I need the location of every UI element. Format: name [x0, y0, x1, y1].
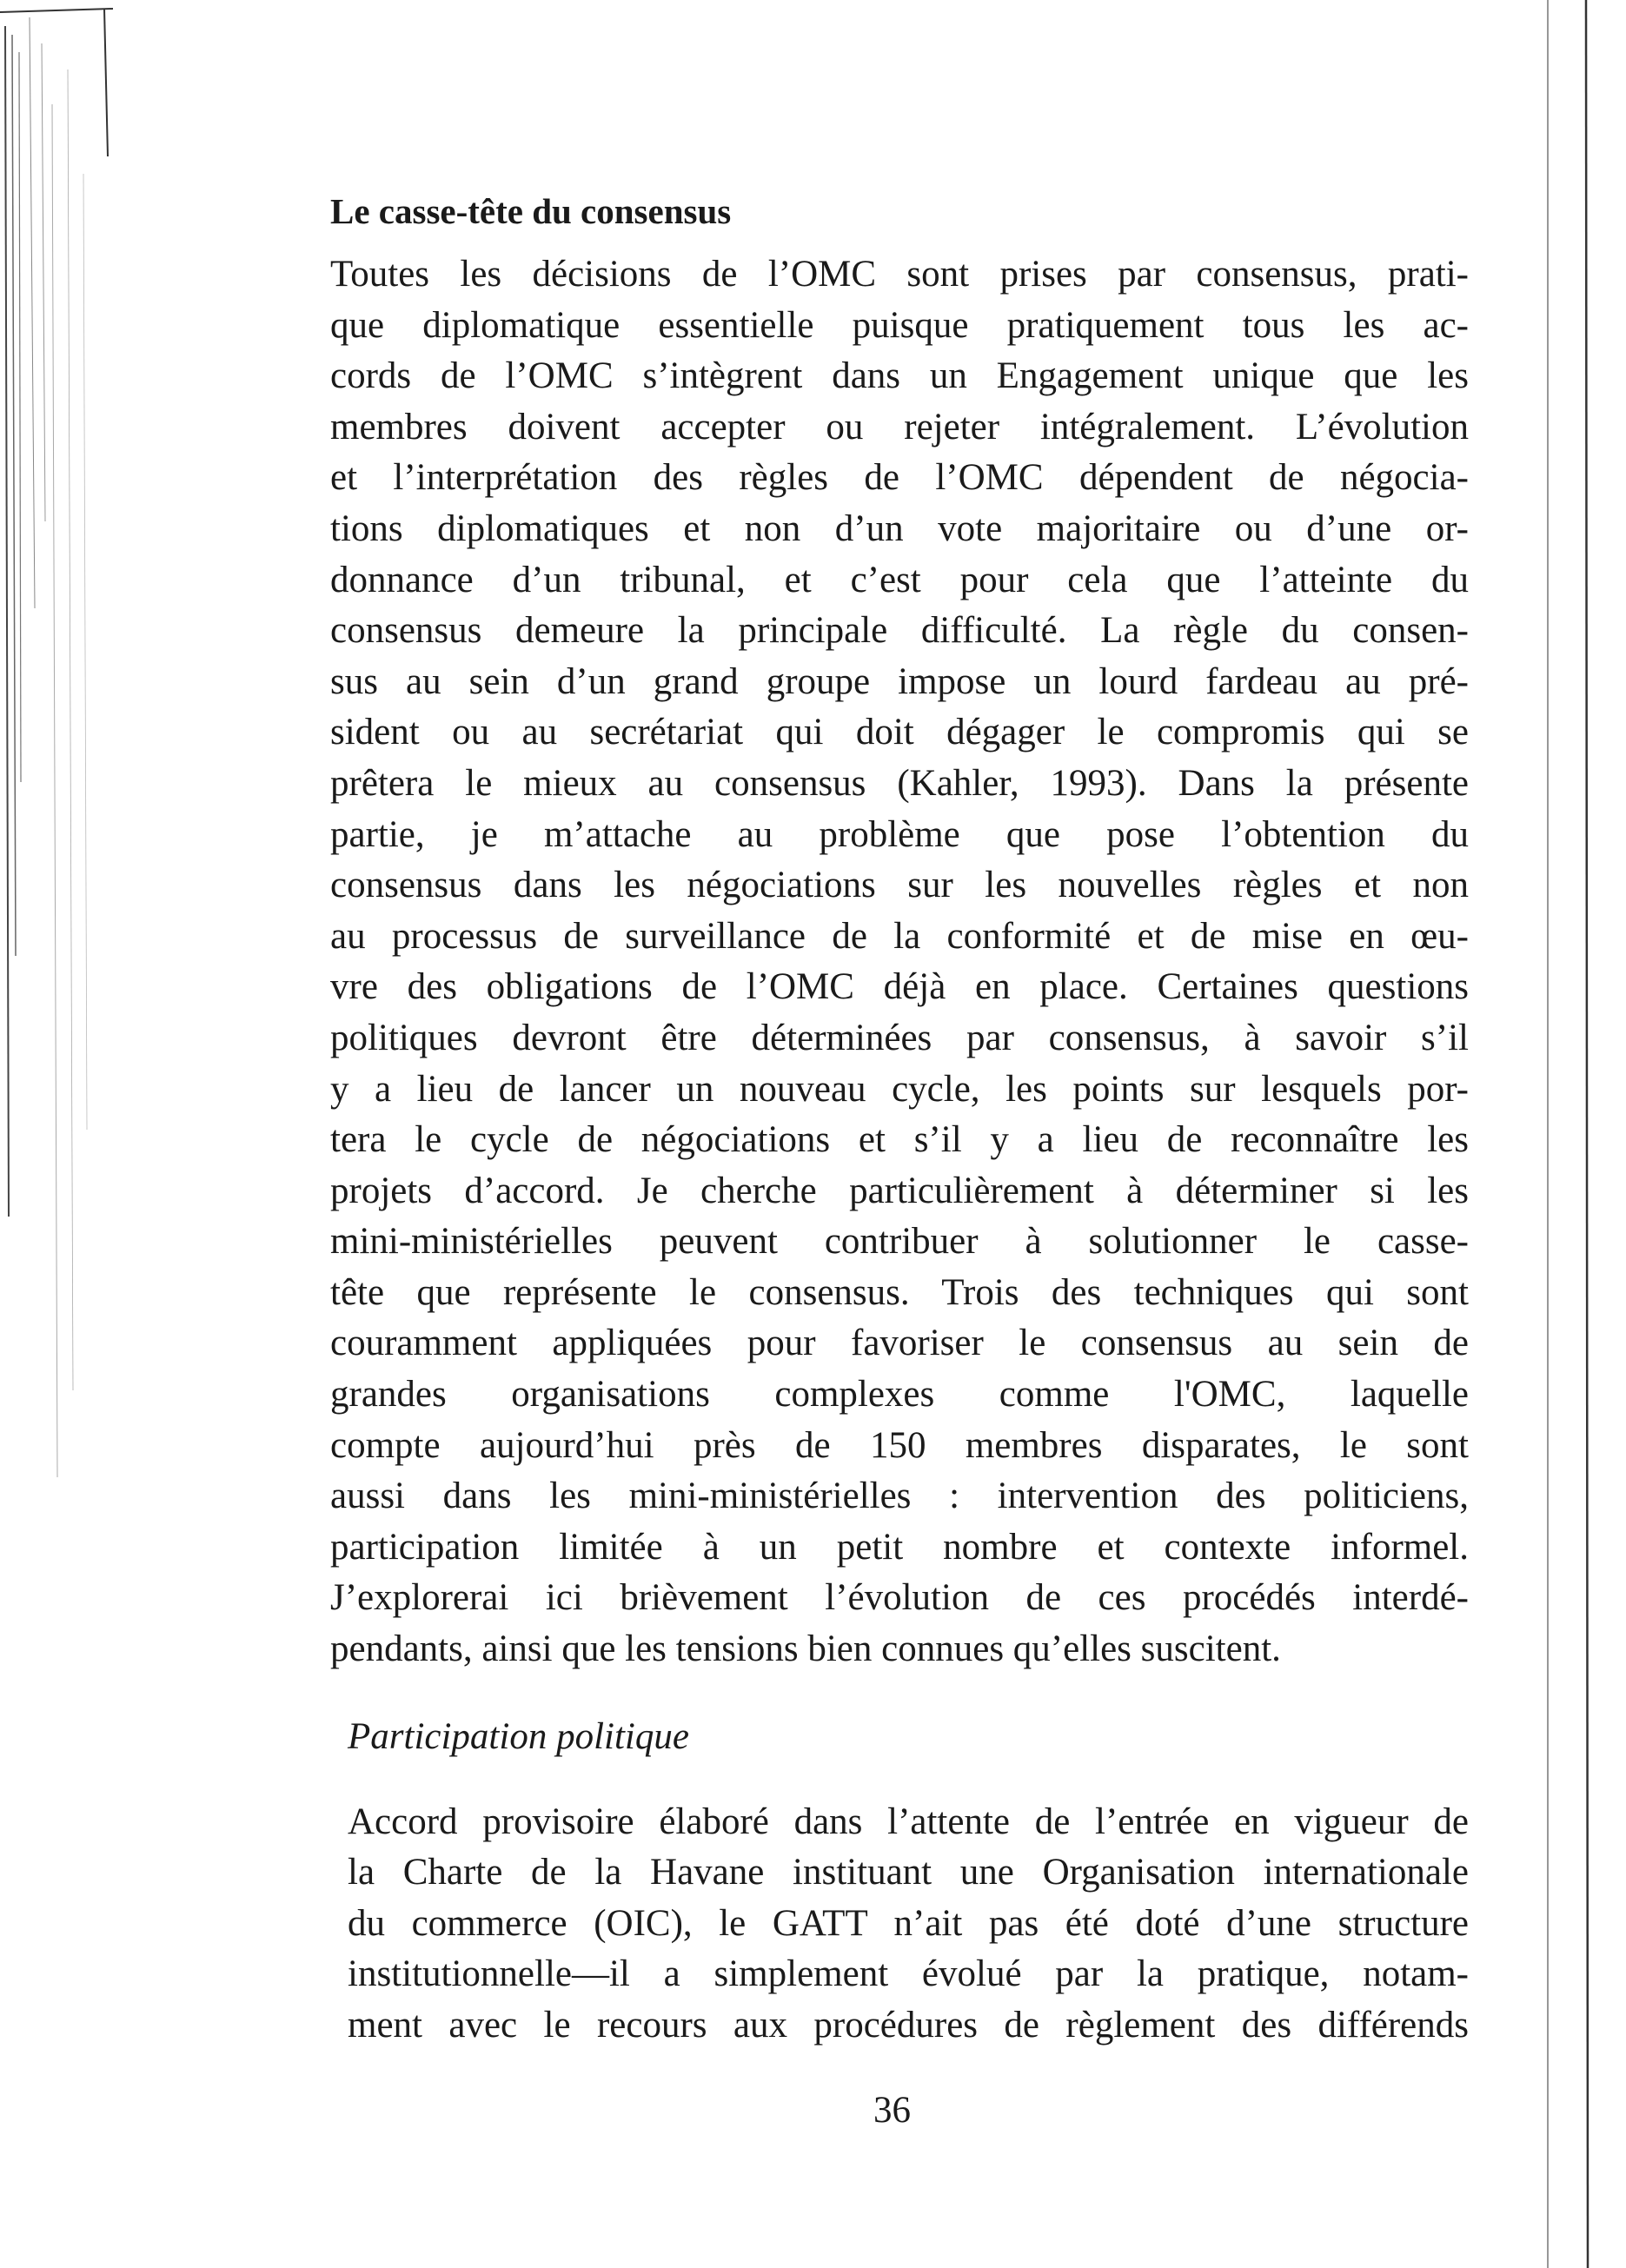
text-line: consensus demeure la principale difficulté. La règle du consen- — [330, 610, 1469, 652]
text-line: du commerce (OIC), le GATT n’ait pas été doté d’une structure — [348, 1902, 1469, 1944]
text-line: cords de l’OMC s’intègrent dans un Engagement unique que les — [330, 355, 1469, 397]
page-number: 36 — [873, 2090, 911, 2131]
text-line: membres doivent accepter ou rejeter intégralement. L’évolution — [330, 406, 1469, 448]
text-line: prêtera le mieux au consensus (Kahler, 1993). Dans la présente — [330, 762, 1469, 804]
text-line: tera le cycle de négociations et s’il y a lieu de reconnaître les — [330, 1119, 1469, 1161]
text-line: grandes organisations complexes comme l'OMC, laquelle — [330, 1374, 1469, 1416]
text-line: Accord provisoire élaboré dans l’attente de l’entrée en vigueur de — [348, 1800, 1469, 1842]
text-line: projets d’accord. Je cherche particulièrement à déterminer si les — [330, 1170, 1469, 1211]
text-line: donnance d’un tribunal, et c’est pour cela que l’atteinte du — [330, 559, 1469, 600]
text-line: mini-ministérielles peuvent contribuer à solutionner le casse- — [330, 1221, 1469, 1263]
text-line: sus au sein d’un grand groupe impose un lourd fardeau au pré- — [330, 660, 1469, 702]
text-line: aussi dans les mini-ministérielles : intervention des politiciens, — [330, 1476, 1469, 1517]
text-line: institutionnelle—il a simplement évolué par la pratique, notam- — [348, 1953, 1469, 1995]
text-line: au processus de surveillance de la conformité et de mise en œu- — [330, 915, 1469, 957]
paragraph-consensus — [330, 249, 1469, 1675]
text-line: participation limitée à un petit nombre et contexte informel. — [330, 1526, 1469, 1568]
text-line: y a lieu de lancer un nouveau cycle, les points sur lesquels por- — [330, 1068, 1469, 1110]
text-line: politiques devront être déterminées par consensus, à savoir s’il — [330, 1017, 1469, 1058]
text-line: ment avec le recours aux procédures de règlement des différends — [348, 2005, 1469, 2046]
scan-binding-edge-right — [1530, 0, 1626, 2268]
text-line: J’explorerai ici brièvement l’évolution de ces procédés interdé- — [330, 1577, 1469, 1619]
text-line: couramment appliquées pour favoriser le consensus au sein de — [330, 1323, 1469, 1364]
text-line: la Charte de la Havane instituant une Organisation internationale — [348, 1852, 1469, 1893]
text-line: consensus dans les négociations sur les nouvelles règles et non — [330, 865, 1469, 906]
text-line: pendants, ainsi que les tensions bien connues qu’elles suscitent. — [330, 1628, 1281, 1670]
page-content — [330, 187, 1469, 2052]
text-line: que diplomatique essentielle puisque pratiquement tous les ac- — [330, 304, 1469, 346]
scan-binding-edge-left — [0, 0, 130, 2268]
text-line: compte aujourd’hui près de 150 membres disparates, le sont — [330, 1424, 1469, 1466]
text-line: tête que représente le consensus. Trois des techniques qui sont — [330, 1271, 1469, 1313]
text-line: partie, je m’attache au problème que pose l’obtention du — [330, 813, 1469, 855]
subheading-participation-politique: Participation politique — [348, 1715, 689, 1757]
section-title: Le casse-tête du consensus — [330, 191, 732, 231]
text-line: et l’interprétation des règles de l’OMC dépendent de négocia- — [330, 457, 1469, 499]
text-line: sident ou au secrétariat qui doit dégager le compromis qui se — [330, 712, 1469, 753]
text-line: tions diplomatiques et non d’un vote majoritaire ou d’une or- — [330, 507, 1469, 549]
text-line: vre des obligations de l’OMC déjà en place. Certaines questions — [330, 966, 1469, 1008]
paragraph-participation — [348, 1797, 1469, 2052]
text-line: Toutes les décisions de l’OMC sont prises par consensus, prati- — [330, 254, 1469, 295]
